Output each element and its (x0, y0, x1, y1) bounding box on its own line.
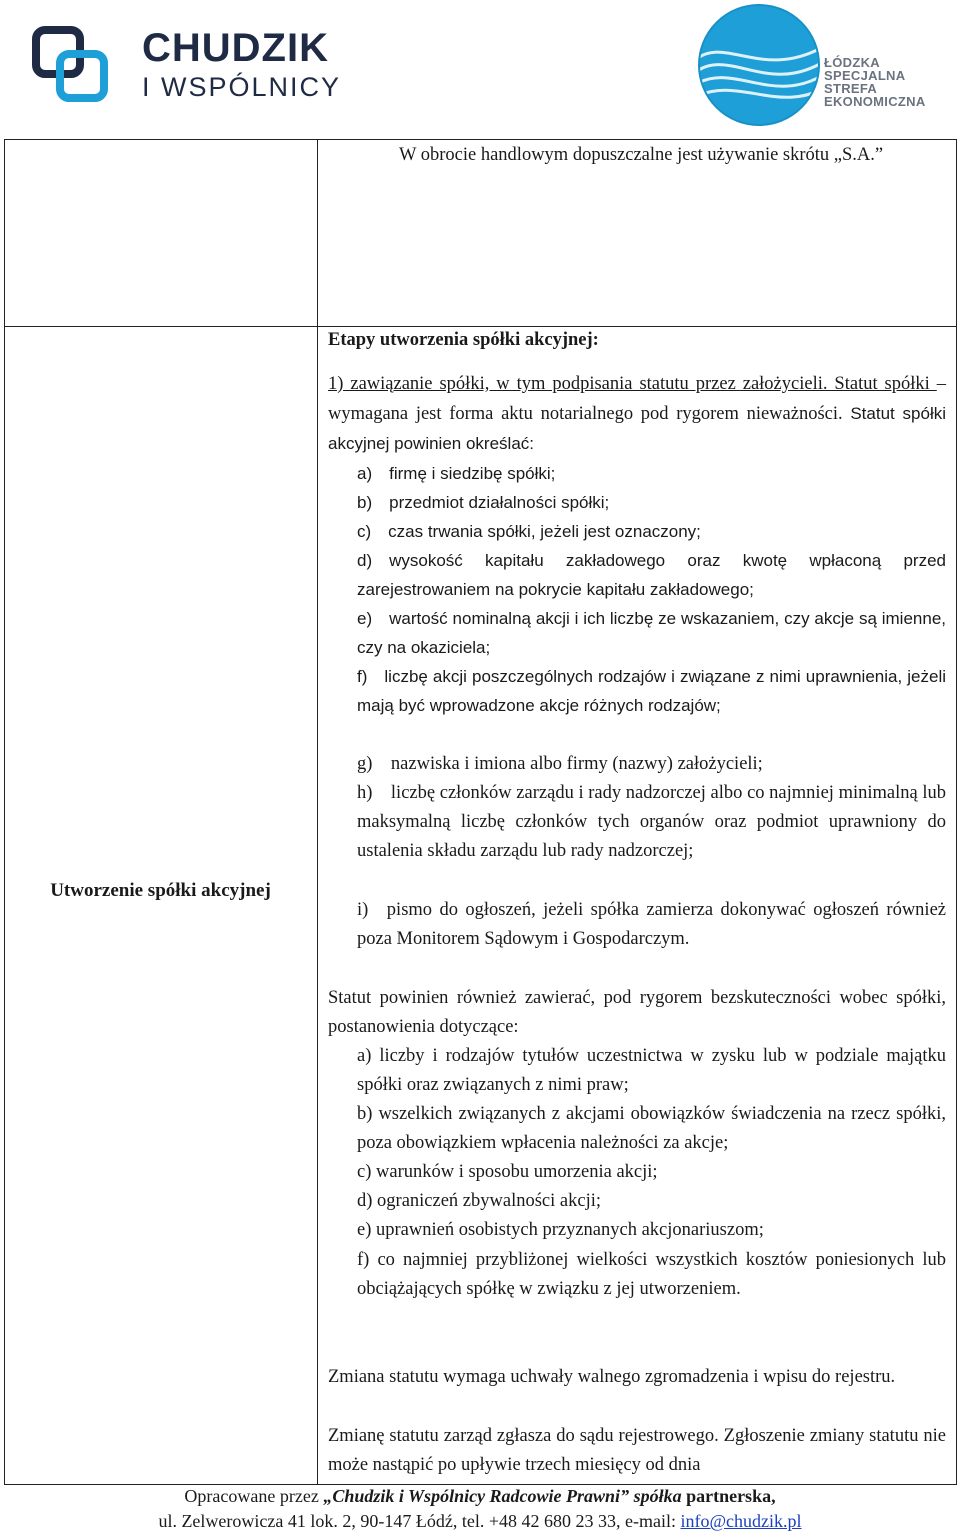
footer-prefix: Opracowane przez (184, 1486, 324, 1506)
list-item: c) warunków i sposobu umorzenia akcji; (357, 1162, 658, 1182)
lsse-line-2: SPECJALNA (824, 68, 906, 83)
footer-email-link[interactable]: info@chudzik.pl (680, 1511, 802, 1531)
row1-text: W obrocie handlowym dopuszczalne jest używanie skrótu „S.A.” (399, 145, 884, 165)
para-amendment: Zmiana statutu wymaga uchwały walnego zgromadzenia i wpisu do rejestru. (328, 1367, 896, 1387)
list-item: d) ograniczeń zbywalności akcji; (357, 1191, 601, 1211)
lsse-text (824, 56, 926, 108)
list-item: e) wartość nominalną akcji i ich liczbę ze wskazaniem, czy akcje są imienne, czy na okaziciela; (357, 609, 946, 657)
list-item: h) liczbę członków zarządu i rady nadzorczej albo co najmniej minimalną lub maksymalną liczbę członków tych organów oraz podmiot uprawniony do ustalenia składu zarządu lub rady nadzorczej; (357, 783, 946, 861)
lsse-logo (698, 4, 938, 126)
list-item: f) liczbę akcji poszczególnych rodzajów i związane z nimi uprawnienia, jeżeli mają być wprowadzone akcje różnych rodzajów; (357, 667, 946, 715)
list-item: c) czas trwania spółki, jeżeli jest oznaczony; (357, 522, 701, 541)
list-item: a) firmę i siedzibę spółki; (357, 464, 556, 483)
list-item: g) nazwiska i imiona albo firmy (nazwy) założycieli; (357, 754, 763, 774)
step1-paragraph (328, 370, 946, 459)
list-item: d) wysokość kapitału zakładowego oraz kwotę wpłaconą przed zarejestrowaniem na pokrycie kapitału zakładowego; (357, 551, 946, 599)
logo-name: CHUDZIK (142, 26, 329, 70)
para-statut: Statut powinien również zawierać, pod rygorem bezskuteczności wobec spółki, postanowienia dotyczące: (328, 988, 946, 1037)
list-item: b) przedmiot działalności spółki; (357, 493, 610, 512)
lsse-line-3: STREFA (824, 81, 878, 96)
logo-subname: I WSPÓLNICY (142, 72, 342, 102)
lsse-line-1: ŁÓDZKA (824, 55, 880, 70)
row-label: Utworzenie spółki akcyjnej (50, 880, 271, 901)
step1-sans: Statut spółki akcyjnej powinien określać: (328, 404, 946, 453)
footer-line-2 (0, 1509, 960, 1533)
list-item: f) co najmniej przybliżonej wielkości wszystkich kosztów poniesionych lub obciążających spółkę w związku z jej utworzeniem. (357, 1250, 946, 1299)
table-column-divider (317, 139, 318, 1485)
lsse-globe-icon (698, 4, 820, 126)
list-item: a) liczby i rodzajów tytułów uczestnictwa w zysku lub w podziale majątku spółki oraz związanych z nimi praw; (357, 1046, 946, 1095)
list-item: i) pismo do ogłoszeń, jeżeli spółka zamierza dokonywać ogłoszeń również poza Monitorem Sądowym i Gospodarczym. (357, 900, 946, 949)
chudzik-logo-mark-icon (32, 26, 108, 102)
footer-suffix: partnerska, (681, 1486, 776, 1506)
para-registration: Zmianę statutu zarząd zgłasza do sądu rejestrowego. Zgłoszenie zmiany statutu nie może nastąpić po upływie trzech miesięcy od dnia (328, 1426, 946, 1475)
footer-firm: „Chudzik i Wspólnicy Radcowie Prawni” spółka (323, 1486, 682, 1506)
step1-underlined: 1) zawiązanie spółki, w tym podpisania statutu przez założycieli. Statut spółki (328, 374, 937, 394)
list-item: e) uprawnień osobistych przyznanych akcjonariuszom; (357, 1220, 764, 1240)
section-heading: Etapy utworzenia spółki akcyjnej: (328, 330, 599, 350)
lsse-line-4: EKONOMICZNA (824, 94, 926, 109)
list-item: b) wszelkich związanych z akcjami obowiązków świadczenia na rzecz spółki, poza obowiązkiem wpłacenia należności za akcje; (357, 1104, 946, 1153)
chudzik-logo (32, 22, 362, 106)
step1-rest: – wymagana jest forma aktu notarialnego pod rygorem nieważności. (328, 374, 946, 424)
footer-line-1 (0, 1485, 960, 1507)
footer-address: ul. Zelwerowicza 41 lok. 2, 90-147 Łódź, tel. +48 42 680 23 33, e-mail: (158, 1511, 681, 1531)
